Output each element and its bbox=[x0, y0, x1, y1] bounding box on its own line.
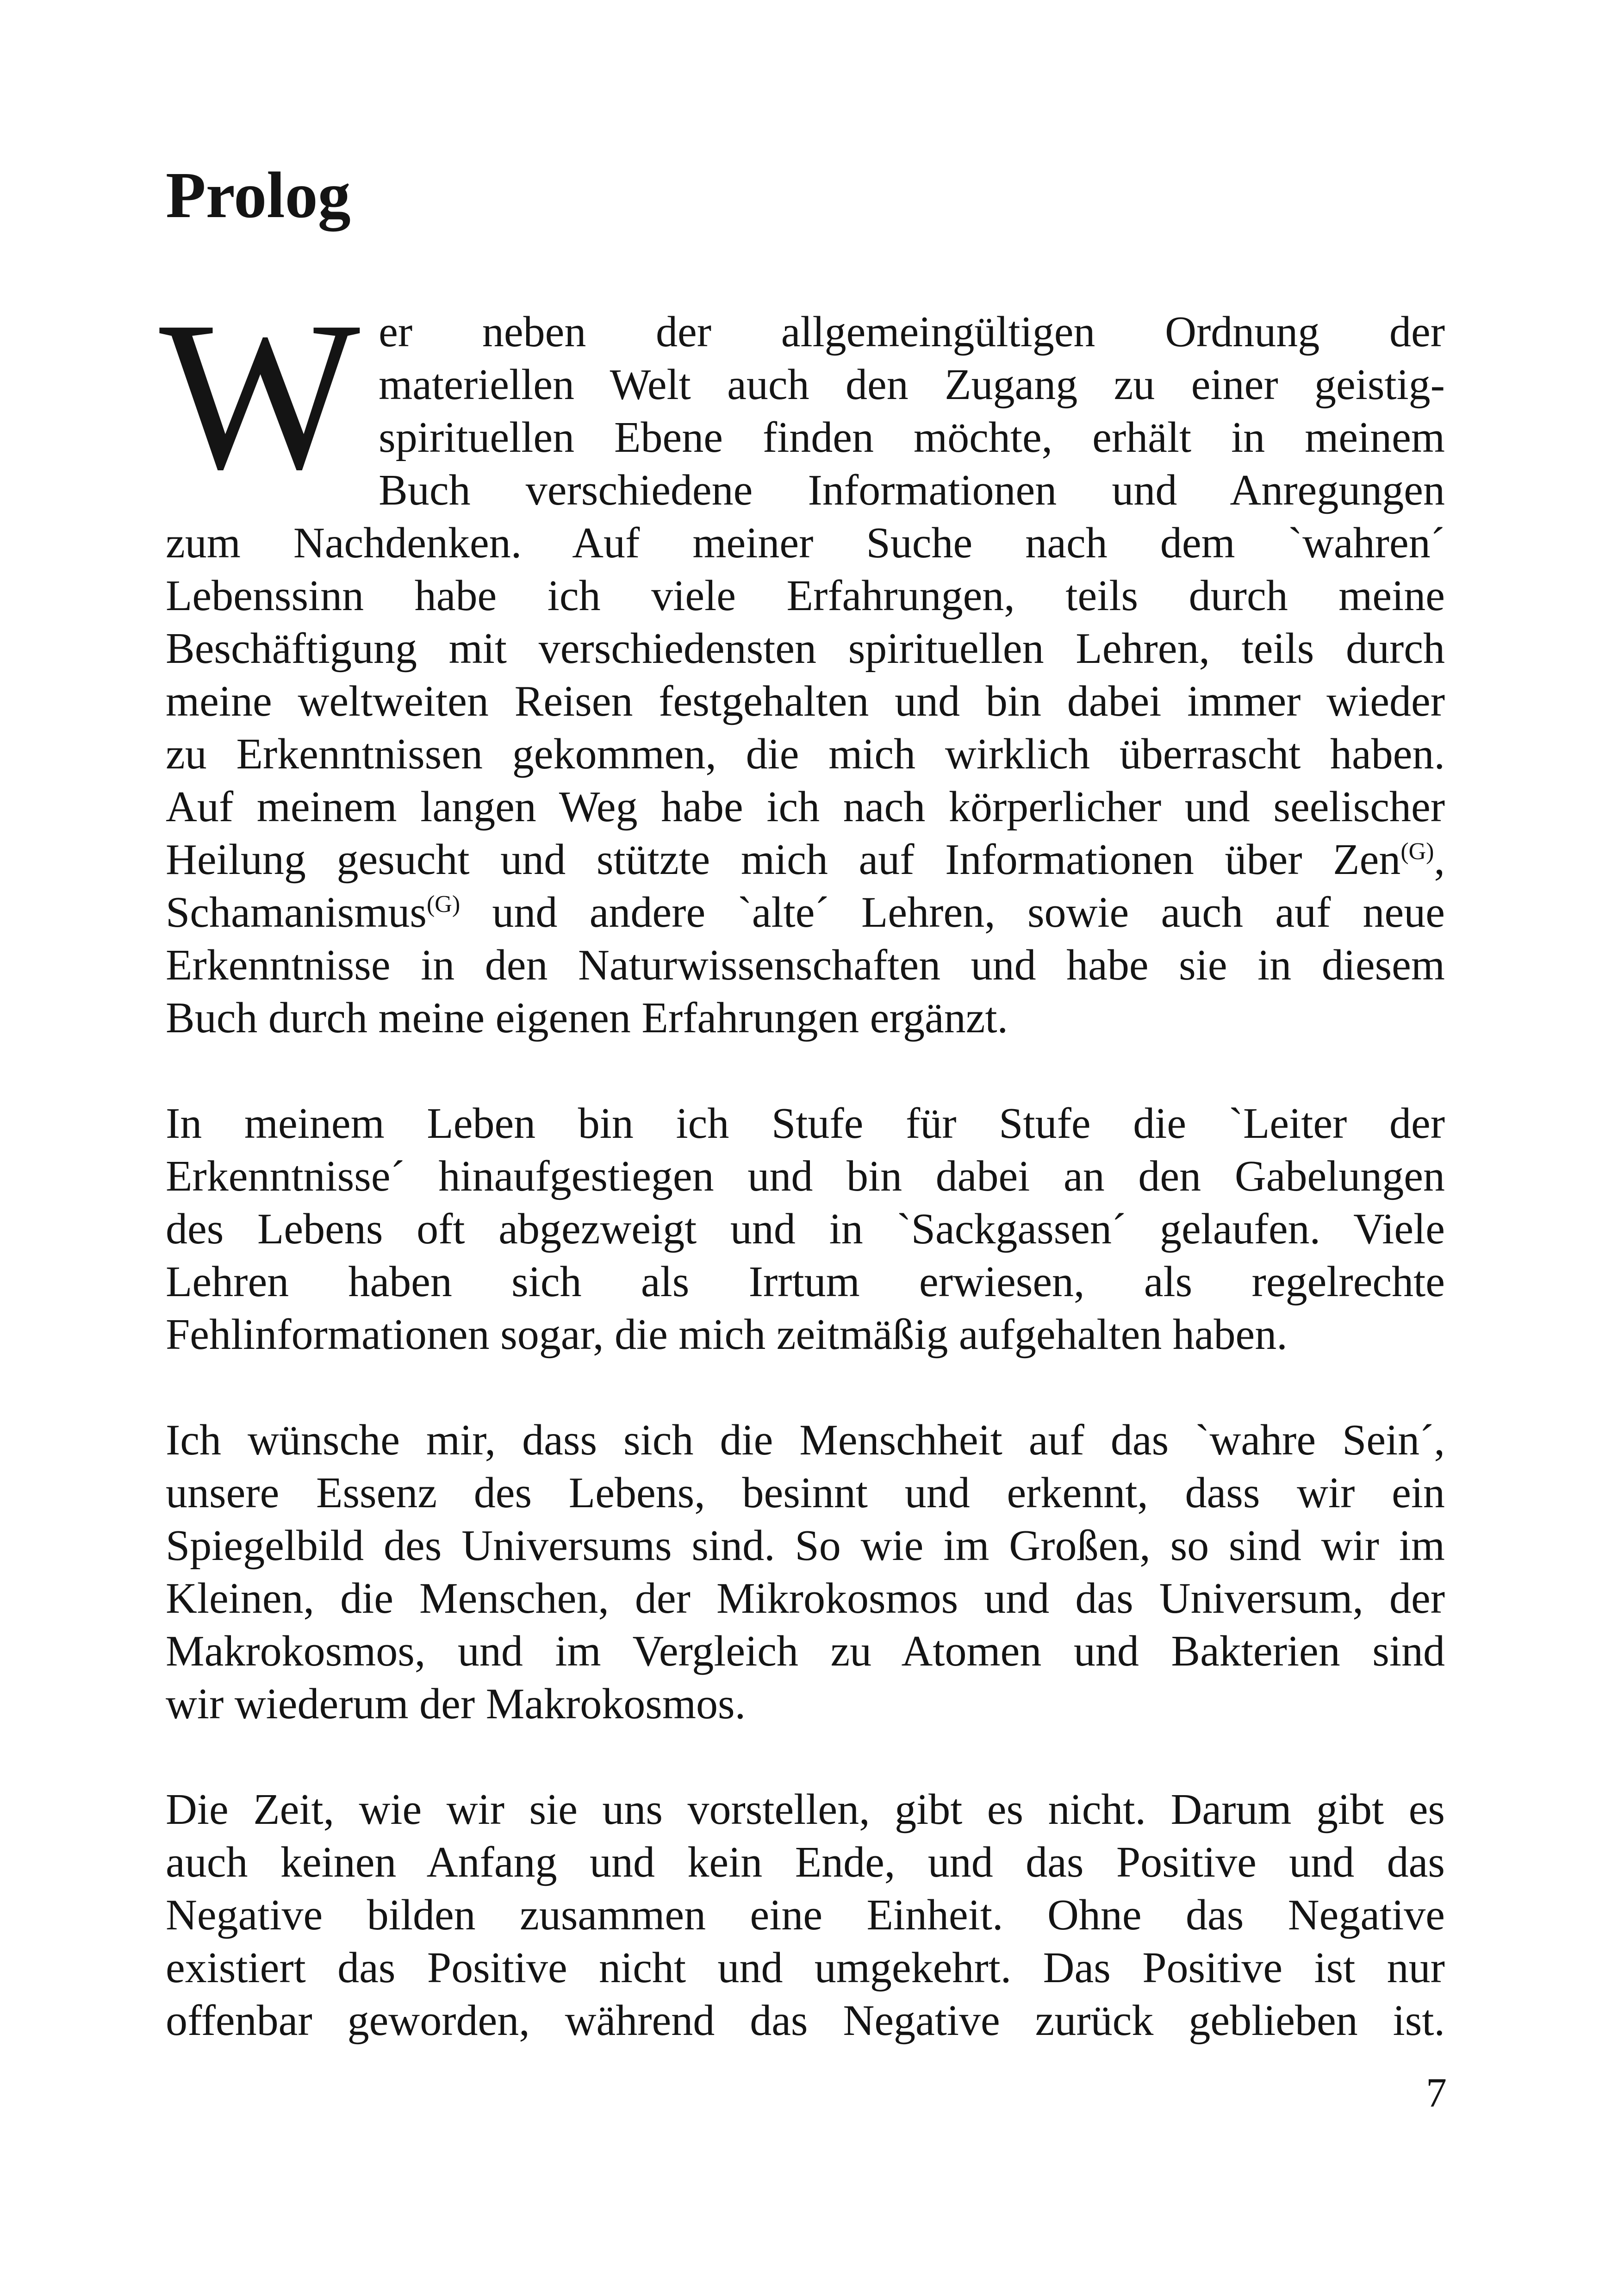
text-line: des Lebens oft abgezweigt und in `Sackgassen´ gelaufen. Viele bbox=[166, 1205, 1445, 1253]
glossary-marker: (G) bbox=[1400, 838, 1434, 865]
body-text bbox=[159, 277, 1445, 2047]
text-line: Auf meinem langen Weg habe ich nach körperlicher und seelischer bbox=[166, 783, 1445, 831]
chapter-title: Prolog bbox=[166, 158, 351, 231]
text-line: meine weltweiten Reisen festgehalten und bin dabei immer wieder bbox=[166, 677, 1445, 725]
page-content bbox=[159, 158, 1445, 2100]
text-line: Negative bilden zusammen eine Einheit. Ohne das Negative bbox=[166, 1891, 1445, 1939]
text-line: Beschäftigung mit verschiedensten spirituellen Lehren, teils durch bbox=[166, 624, 1445, 673]
text-line: materiellen Welt auch den Zugang zu einer geistig- bbox=[379, 361, 1445, 409]
drop-cap: W bbox=[159, 277, 361, 513]
paragraph-4 bbox=[166, 1783, 1445, 2047]
text-line: Kleinen, die Menschen, der Mikrokosmos und das Universum, der bbox=[166, 1574, 1445, 1622]
text-line: Spiegelbild des Universums sind. So wie im Großen, so sind wir im bbox=[166, 1522, 1445, 1570]
text-line: Buch durch meine eigenen Erfahrungen ergänzt. bbox=[166, 994, 1008, 1042]
text-line: zu Erkenntnissen gekommen, die mich wirklich überrascht haben. bbox=[166, 730, 1445, 778]
text-segment: , bbox=[1434, 836, 1445, 884]
paragraph-3 bbox=[166, 1414, 1445, 1730]
text-line bbox=[166, 833, 1445, 886]
text-segment: Schamanismus bbox=[166, 888, 427, 936]
text-line: Lehren haben sich als Irrtum erwiesen, als regelrechte bbox=[166, 1258, 1445, 1306]
text-line: er neben der allgemeingültigen Ordnung der bbox=[379, 308, 1445, 356]
text-segment: Heilung gesucht und stützte mich auf Informationen über Zen bbox=[166, 836, 1401, 884]
text-line: unsere Essenz des Lebens, besinnt und erkennt, dass wir ein bbox=[166, 1469, 1445, 1517]
text-segment: und andere `alte´ Lehren, sowie auch auf neue bbox=[460, 888, 1445, 936]
glossary-marker: (G) bbox=[426, 891, 461, 917]
text-line: wir wiederum der Makrokosmos. bbox=[166, 1680, 746, 1728]
text-line: Buch verschiedene Informationen und Anregungen bbox=[379, 466, 1445, 514]
text-line: existiert das Positive nicht und umgekehrt. Das Positive ist nur bbox=[166, 1944, 1445, 1992]
text-line: spirituellen Ebene finden möchte, erhält in meinem bbox=[379, 413, 1445, 462]
text-line: Ich wünsche mir, dass sich die Menschheit auf das `wahre Sein´, bbox=[166, 1416, 1445, 1464]
text-line: Erkenntnisse in den Naturwissenschaften und habe sie in diesem bbox=[166, 941, 1445, 989]
text-line: Fehlinformationen sogar, die mich zeitmäßig aufgehalten haben. bbox=[166, 1310, 1288, 1359]
paragraph-2 bbox=[166, 1097, 1445, 1361]
text-line: offenbar geworden, während das Negative zurück geblieben ist. bbox=[166, 1997, 1445, 2045]
text-line: Makrokosmos, und im Vergleich zu Atomen und Bakterien sind bbox=[166, 1627, 1445, 1675]
text-line: auch keinen Anfang und kein Ende, und das Positive und das bbox=[166, 1838, 1445, 1886]
text-line bbox=[166, 886, 1445, 939]
text-line: Die Zeit, wie wir sie uns vorstellen, gibt es nicht. Darum gibt es bbox=[166, 1785, 1445, 1834]
text-line: Erkenntnisse´ hinaufgestiegen und bin dabei an den Gabelungen bbox=[166, 1152, 1445, 1200]
text-line: Lebenssinn habe ich viele Erfahrungen, teils durch meine bbox=[166, 572, 1445, 620]
page-number: 7 bbox=[1426, 2070, 1447, 2116]
text-line: In meinem Leben bin ich Stufe für Stufe die `Leiter der bbox=[166, 1099, 1445, 1148]
text-line: zum Nachdenken. Auf meiner Suche nach dem `wahren´ bbox=[166, 519, 1445, 567]
paragraph-1 bbox=[159, 277, 1445, 1044]
